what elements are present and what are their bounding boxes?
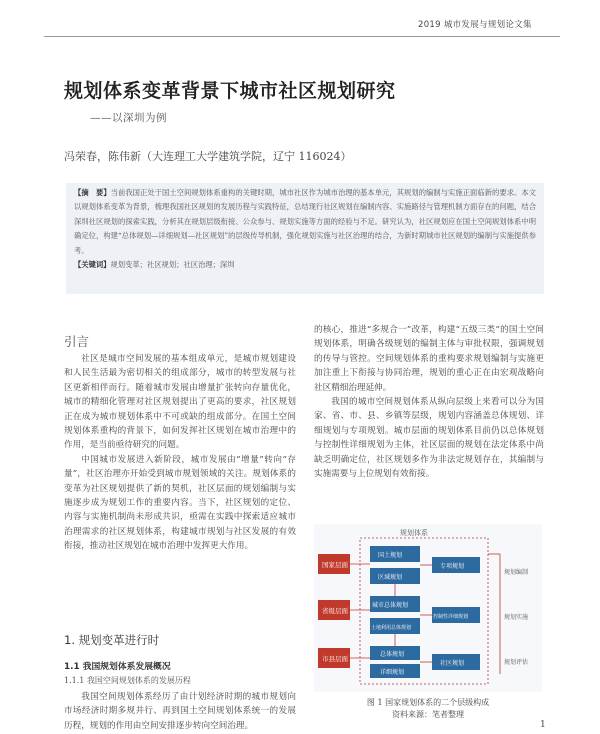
subsubsection-heading-1-1-1: 1.1.1 我国空间规划体系的发展历程 bbox=[64, 676, 191, 685]
intro-heading: 引言 bbox=[64, 334, 90, 349]
figure-1 bbox=[314, 524, 542, 692]
right-paragraph-2: 我国的城市空间规划体系从纵向层级上来看可以分为国家、省、市、县、乡镇等层级，规划内容涵盖总体规划、详细规划与专项规划。城市层面的规划体系目前仍以总体规划与控制性详细规划为主体，社区层面的规划在法定体系中尚缺乏明确定位，社区规划多作为非法定规划存在，其编制与实施需要与上位规划有效衔接。 bbox=[314, 397, 544, 480]
row-label-2: 省级层面 bbox=[322, 607, 348, 615]
abstract-label: 【摘 要】 bbox=[74, 188, 111, 197]
figure-caption: 图 1 国家规划体系的二个层级构成 bbox=[366, 698, 490, 707]
right-column-body bbox=[314, 323, 544, 519]
box-1-label: 国土规划 bbox=[378, 552, 403, 559]
abstract-box bbox=[66, 183, 544, 294]
figure-source: 资料来源：笔者整理 bbox=[392, 710, 464, 719]
box-8-label: 详细规划 bbox=[380, 669, 405, 676]
subsection-heading-1-1: 1.1 我国规划体系发展概况 bbox=[64, 662, 171, 672]
side-label-2: 规划实施 bbox=[504, 614, 529, 621]
diagram-top-label: 规划体系 bbox=[400, 529, 428, 537]
intro-body bbox=[64, 352, 296, 622]
box-7-label: 总体规划 bbox=[380, 651, 405, 658]
row-label-3: 市县层面 bbox=[322, 655, 348, 663]
section1-body bbox=[64, 690, 296, 734]
side-label-3: 规划评估 bbox=[504, 659, 529, 666]
right-paragraph-1: 的核心，推进“多规合一”改革，构建“五级三类”的国土空间规划体系，明确各级规划的编制主体与审批权限，强调规划的传导与管控。空间规划体系的重构要求规划编制与实施更加注重上下衔接与协同治理，规划的重心正在由宏观战略向社区精细治理延伸。 bbox=[314, 325, 544, 393]
row-labels bbox=[318, 554, 350, 668]
row-label-1: 国家层面 bbox=[322, 561, 348, 569]
page-number: 1 bbox=[540, 720, 546, 730]
box-5-label: 土地利用总体规划 bbox=[371, 625, 412, 631]
journal-header: 2019 城市发展与规划论文集 bbox=[418, 20, 532, 30]
intro-paragraph-2: 中国城市发展进入新阶段，城市发展由“增量”转向“存量”，社区治理亦开始受到城市规划领域的关注。规划体系的变革为社区规划提供了新的契机，社区层面的规划编制与实施逐步成为规划工作的重要内容。当下，社区规划的定位、内容与实施机制尚未形成共识，亟需在实践中探索适应城市治理需求的社区规划体系，构建城市规划与社区发展的有效衔接，推动社区规划在城市治理中发挥更大作用。 bbox=[64, 454, 296, 552]
paper-title: 规划体系变革背景下城市社区规划研究 bbox=[64, 80, 396, 102]
planning-system-diagram bbox=[314, 524, 542, 692]
abstract-text: 当前我国正处于国土空间规划体系重构的关键时期，城市社区作为城市治理的基本单元，其规划的编制与实施正面临新的要求。本文以规划体系变革为背景，梳理我国社区规划的发展历程与实践特征，总结现行社区规划在编制内容、实施路径与管理机制方面存在的问题，结合深圳社区规划的探索实践，分析其在规划层级衔接、公众参与、规划实施等方面的经验与不足。研究认为，社区规划应在国土空间规划体系中明确定位，构建“总体规划—详细规划—社区规划”的层级传导机制，强化规划实施与社区治理的结合，为新时期城市社区规划的编制与实施提供参考。 bbox=[74, 188, 536, 255]
section1-paragraph: 我国空间规划体系经历了由计划经济时期的城市规划向市场经济时期多规并行、再到国土空间规划体系统一的发展历程，规划的作用由空间安排逐步转向空间治理。 bbox=[64, 692, 296, 731]
keywords-text: 规划变革；社区规划；社区治理；深圳 bbox=[110, 260, 235, 270]
box-3-label: 专项规划 bbox=[440, 563, 465, 570]
intro-paragraph-1: 社区是城市空间发展的基本组成单元，是城市规划建设和人民生活最为密切相关的组成部分，城市的转型发展与社区更新相伴而行。随着城市发展由增量扩张转向存量优化，城市的精细化管理对社区规划提出了更高的要求，社区规划正在成为城市规划体系中不可或缺的组成部分。在国土空间规划体系重构的背景下，如何发挥社区规划在城市治理中的作用，是当前亟待研究的问题。 bbox=[64, 354, 296, 451]
box-9-label: 社区规划 bbox=[440, 660, 465, 667]
header-rule bbox=[44, 36, 560, 37]
figure-caption-block bbox=[314, 697, 542, 721]
box-4-label: 城市总体规划 bbox=[372, 602, 409, 609]
paper-subtitle: ——以深圳为例 bbox=[90, 112, 167, 124]
side-label-1: 规划编制 bbox=[504, 569, 529, 576]
box-2-label: 区域规划 bbox=[378, 574, 403, 581]
authors: 冯荣春，陈伟新（大连理工大学建筑学院，辽宁 116024） bbox=[64, 150, 352, 163]
box-6-label: 控制性详细规划 bbox=[433, 614, 469, 620]
section-heading-1: 1. 规划变革进行时 bbox=[64, 633, 160, 647]
keywords-label: 【关键词】 bbox=[74, 260, 111, 270]
